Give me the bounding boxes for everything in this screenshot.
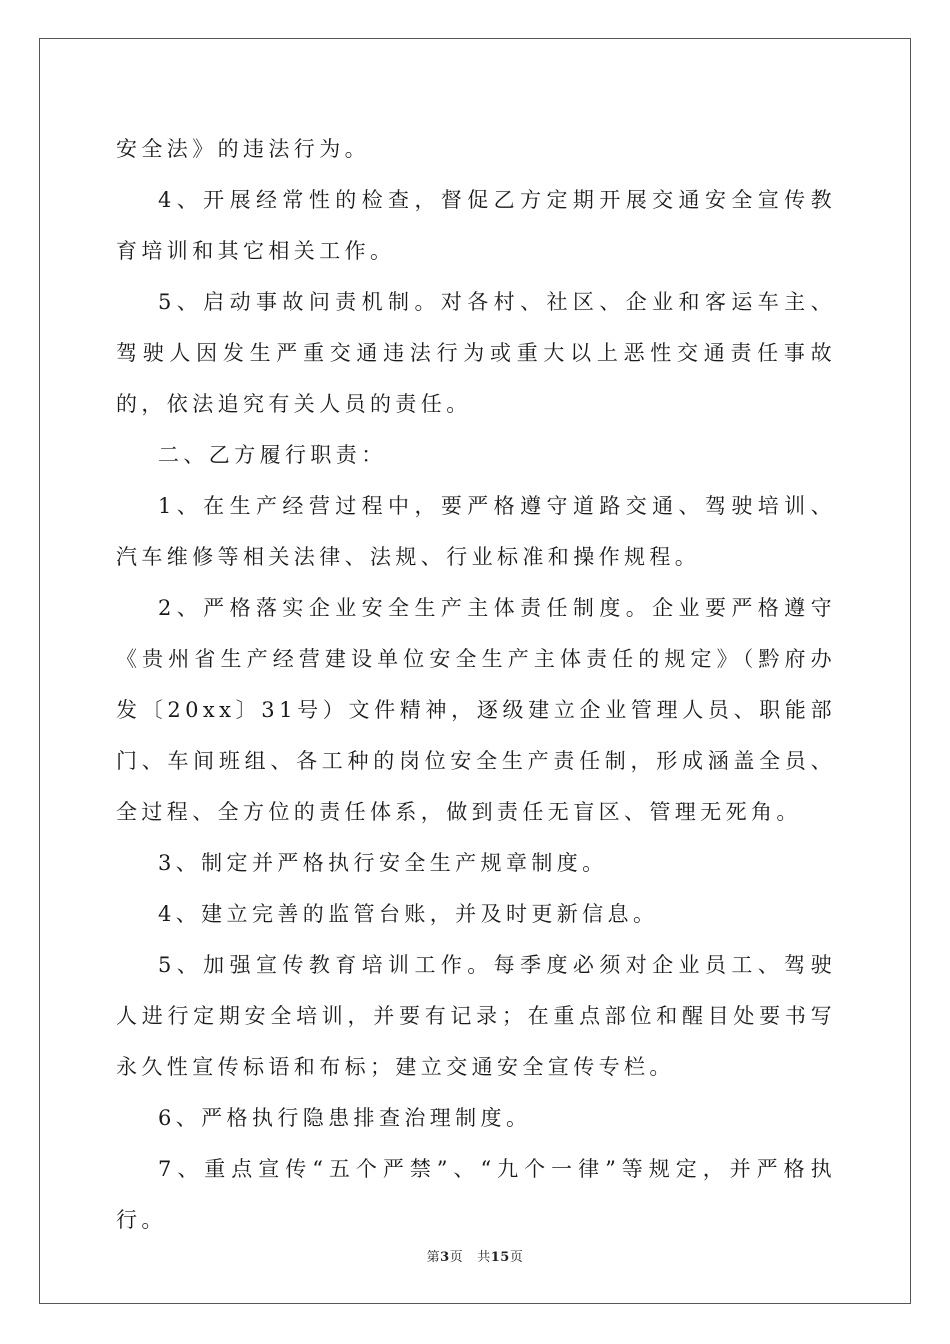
paragraph-11: 7、重点宣传“五个严禁”、“九个一律”等规定，并严格执行。 <box>116 1157 836 1232</box>
paragraph-10: 6、严格执行隐患排查治理制度。 <box>158 1106 532 1130</box>
paragraph-1: 安全法》的违法行为。 <box>116 137 370 161</box>
total-page-count: 15 <box>490 1250 510 1265</box>
paragraph-2: 4、开展经常性的检查，督促乙方定期开展交通安全宣传教育培训和其它相关工作。 <box>116 188 836 263</box>
paragraph-7: 3、制定并严格执行安全生产规章制度。 <box>158 851 608 875</box>
paragraph-4: 二、乙方履行职责： <box>158 443 387 467</box>
page-prefix: 第 <box>426 1250 441 1265</box>
total-prefix: 共 <box>477 1250 491 1265</box>
page-footer <box>0 1246 950 1265</box>
page-suffix: 页 <box>449 1250 464 1265</box>
document-body <box>116 124 836 1246</box>
paragraph-3: 5、启动事故问责机制。对各村、社区、企业和客运车主、驾驶人因发生严重交通违法行为或重大以上恶性交通责任事故的，依法追究有关人员的责任。 <box>116 290 836 416</box>
paragraph-5: 1、在生产经营过程中，要严格遵守道路交通、驾驶培训、汽车维修等相关法律、法规、行业标准和操作规程。 <box>116 494 836 569</box>
current-page-number: 3 <box>440 1250 450 1265</box>
total-suffix: 页 <box>509 1250 524 1265</box>
paragraph-8: 4、建立完善的监管台账，并及时更新信息。 <box>158 902 659 926</box>
paragraph-9: 5、加强宣传教育培训工作。每季度必须对企业员工、驾驶人进行定期安全培训，并要有记录；在重点部位和醒目处要书写永久性宣传标语和布标；建立交通安全宣传专栏。 <box>116 953 836 1079</box>
paragraph-6: 2、严格落实企业安全生产主体责任制度。企业要严格遵守《贵州省生产经营建设单位安全生产主体责任的规定》（黔府办发〔20xx〕31号）文件精神，逐级建立企业管理人员、职能部门、车间班组、各工种的岗位安全生产责任制，形成涵盖全员、全过程、全方位的责任体系，做到责任无盲区、管理无死角。 <box>116 596 836 824</box>
